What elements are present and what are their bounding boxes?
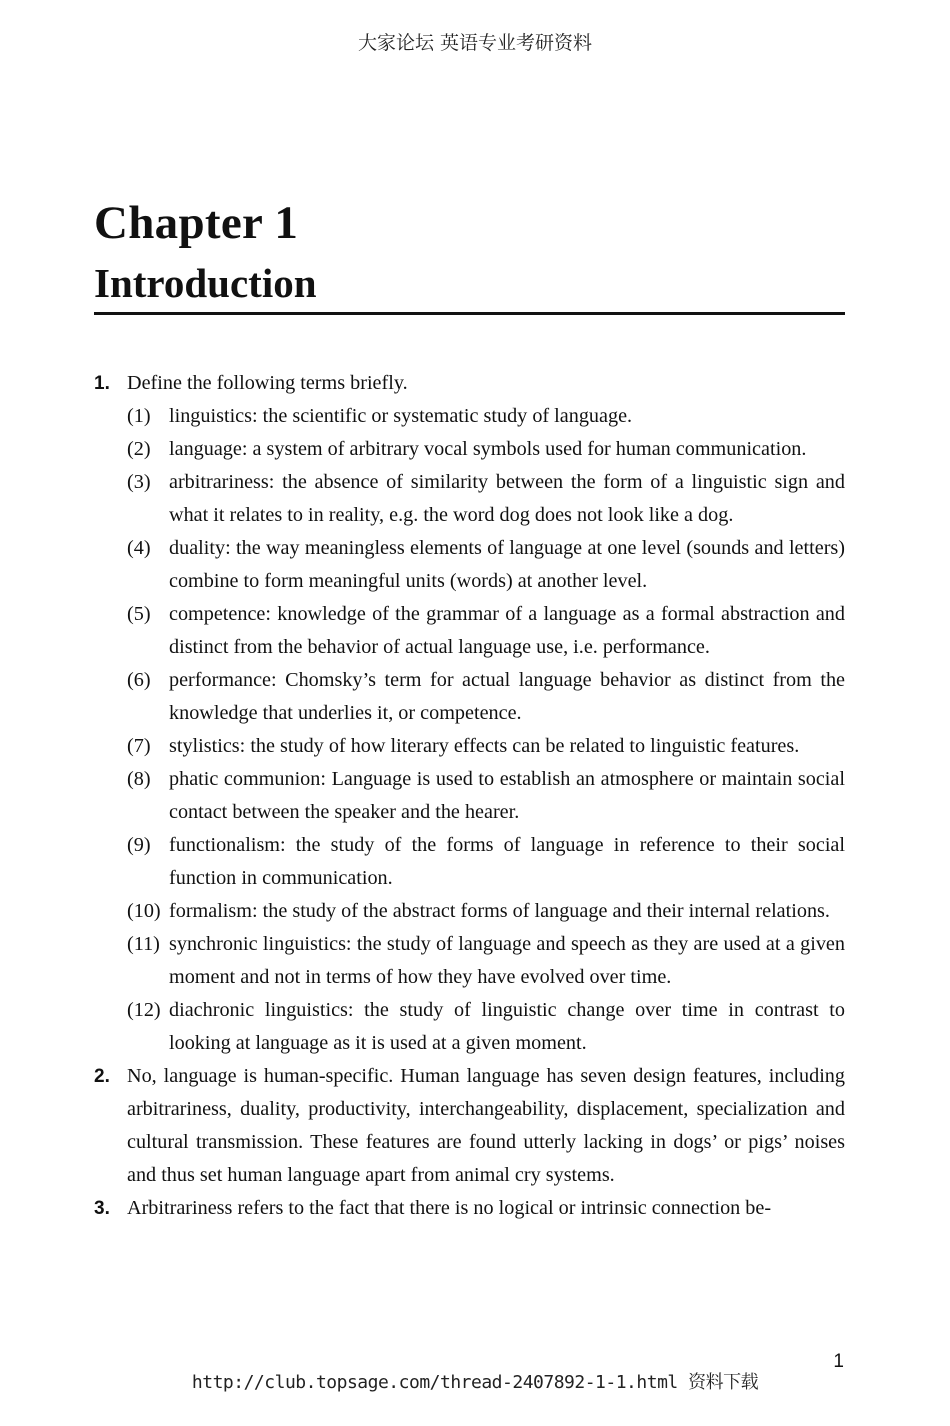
definition-text: arbitrariness: the absence of similarity between the form of a linguistic sign and what it relates to in reality, e.g. the word dog does not look like a dog. xyxy=(169,471,845,526)
definition-label: (11) xyxy=(127,933,160,955)
definition-label: (12) xyxy=(127,999,161,1021)
definition-text: language: a system of arbitrary vocal symbols used for human communication. xyxy=(169,438,807,460)
definition-label: (3) xyxy=(127,471,151,493)
definition-text: stylistics: the study of how literary effects can be related to linguistic features. xyxy=(169,735,800,757)
title-rule xyxy=(94,312,845,315)
question-number: 2. xyxy=(94,1066,110,1087)
question-2 xyxy=(94,1060,845,1192)
definition-text: phatic communion: Language is used to establish an atmosphere or maintain social contact between the speaker and the hearer. xyxy=(169,768,845,823)
chapter-number: Chapter 1 xyxy=(94,197,299,249)
definition-item xyxy=(127,994,845,1060)
definition-label: (8) xyxy=(127,768,151,790)
definition-label: (6) xyxy=(127,669,151,691)
definition-item xyxy=(127,763,845,829)
answer-content xyxy=(94,367,845,1225)
definition-item xyxy=(127,730,845,763)
definition-label: (2) xyxy=(127,438,151,460)
page-number: 1 xyxy=(833,1351,844,1372)
question-number: 1. xyxy=(94,373,110,394)
definition-label: (7) xyxy=(127,735,151,757)
definition-item xyxy=(127,433,845,466)
definition-item xyxy=(127,466,845,532)
definition-label: (1) xyxy=(127,405,151,427)
definition-item xyxy=(127,664,845,730)
definition-label: (5) xyxy=(127,603,151,625)
definition-label: (4) xyxy=(127,537,151,559)
definition-item xyxy=(127,829,845,895)
definition-item xyxy=(127,928,845,994)
chapter-title: Introduction xyxy=(94,260,317,306)
question-text: No, language is human-specific. Human language has seven design features, including arbitrariness, duality, productivity, interchangeability, displacement, specialization and cultural transmission. These features are found utterly lacking in dogs’ or pigs’ noises and thus set human language apart from animal cry systems. xyxy=(127,1065,845,1186)
question-3 xyxy=(94,1192,845,1225)
question-number: 3. xyxy=(94,1198,110,1219)
question-text: Define the following terms briefly. xyxy=(127,372,408,394)
definition-text: synchronic linguistics: the study of language and speech as they are used at a given moment and not in terms of how they have evolved over time. xyxy=(169,933,845,988)
definition-item xyxy=(127,400,845,433)
definition-text: competence: knowledge of the grammar of a language as a formal abstraction and distinct from the behavior of actual language use, i.e. performance. xyxy=(169,603,845,658)
question-text: Arbitrariness refers to the fact that there is no logical or intrinsic connection be- xyxy=(127,1197,772,1219)
definition-text: functionalism: the study of the forms of language in reference to their social function in communication. xyxy=(169,834,845,889)
definition-text: duality: the way meaningless elements of language at one level (sounds and letters) combine to form meaningful units (words) at another level. xyxy=(169,537,845,592)
definition-item xyxy=(127,895,845,928)
definition-text: performance: Chomsky’s term for actual language behavior as distinct from the knowledge that underlies it, or competence. xyxy=(169,669,845,724)
definition-item xyxy=(127,532,845,598)
definition-label: (9) xyxy=(127,834,151,856)
definition-label: (10) xyxy=(127,900,161,922)
definition-item xyxy=(127,598,845,664)
page-footer-link: http://club.topsage.com/thread-2407892-1-1.html 资料下载 xyxy=(191,1372,759,1393)
page-header: 大家论坛 英语专业考研资料 xyxy=(357,32,593,54)
question-1 xyxy=(94,367,845,1060)
definition-text: formalism: the study of the abstract forms of language and their internal relations. xyxy=(169,900,830,922)
definition-text: linguistics: the scientific or systematic study of language. xyxy=(169,405,633,427)
definition-text: diachronic linguistics: the study of linguistic change over time in contrast to looking at language as it is used at a given moment. xyxy=(169,999,845,1054)
